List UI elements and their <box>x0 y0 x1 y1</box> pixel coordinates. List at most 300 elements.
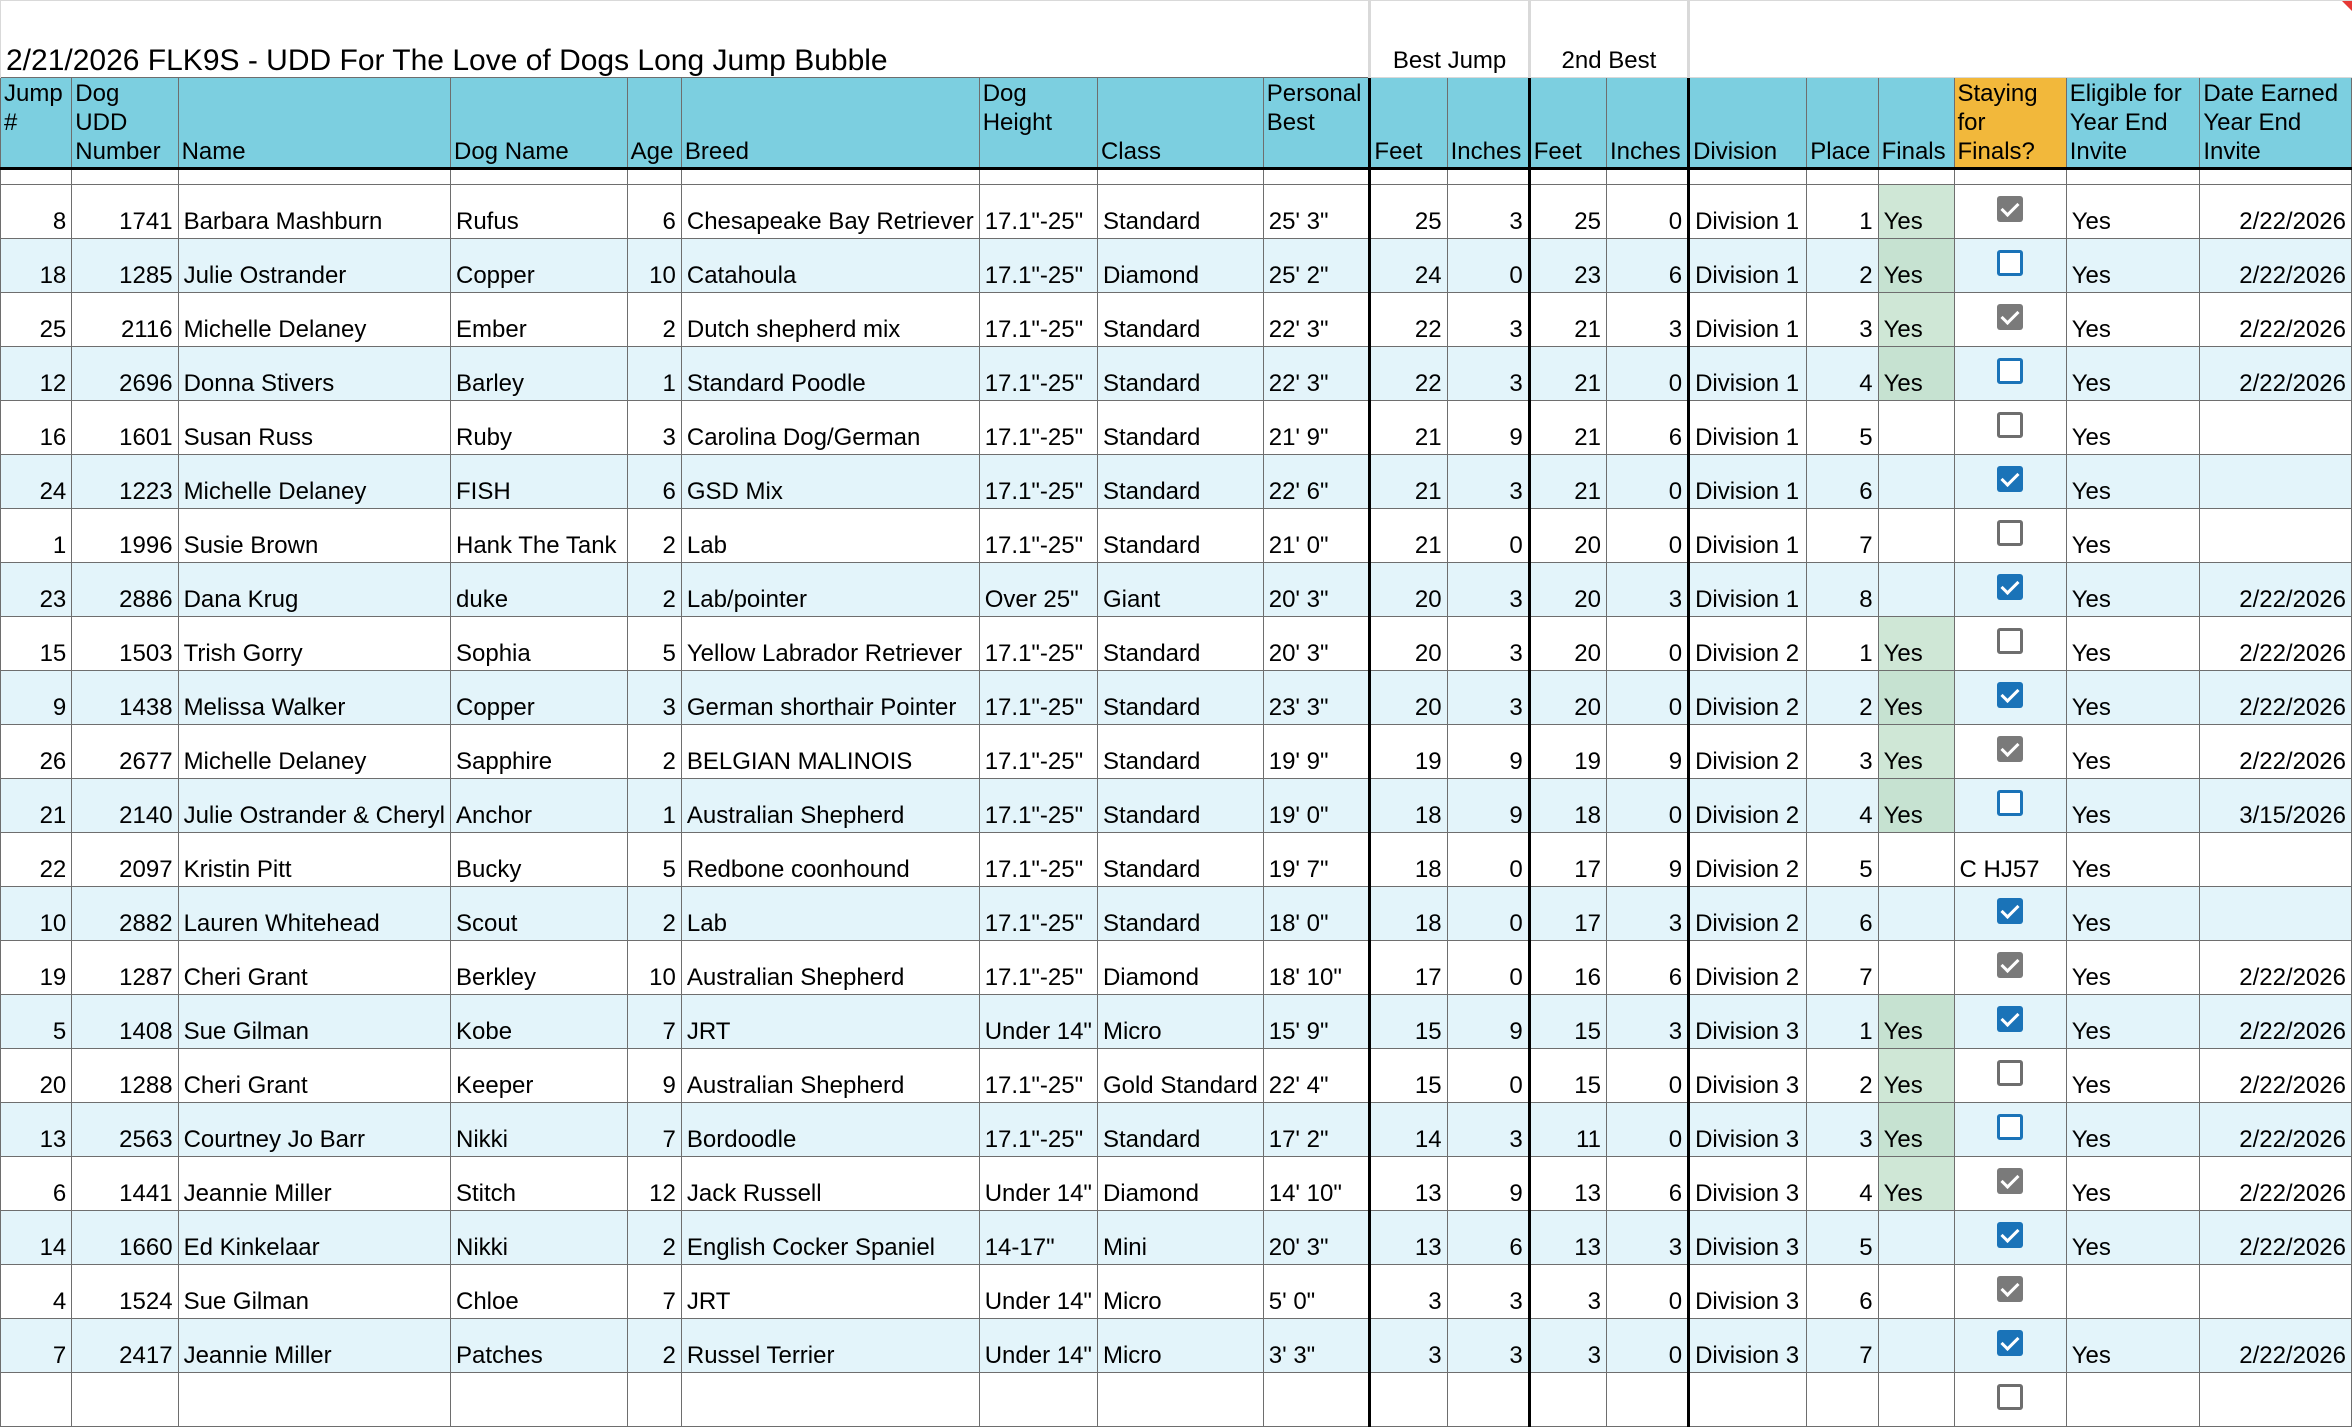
dog-name-cell[interactable]: Chloe <box>451 1265 628 1319</box>
second-inches-cell[interactable]: 0 <box>1606 1103 1688 1157</box>
second-feet-cell[interactable]: 20 <box>1529 563 1606 617</box>
header-best-feet[interactable]: Feet <box>1370 78 1447 169</box>
best-feet-cell[interactable]: 14 <box>1370 1103 1447 1157</box>
date-earned-cell[interactable] <box>2200 455 2352 509</box>
eligible-cell[interactable] <box>2066 1265 2200 1319</box>
dog-height-cell[interactable]: 17.1"-25" <box>979 1103 1097 1157</box>
handler-name-cell[interactable]: Jeannie Miller <box>178 1157 450 1211</box>
eligible-cell[interactable]: Yes <box>2066 995 2200 1049</box>
personal-best-cell[interactable]: 14' 10" <box>1263 1157 1370 1211</box>
second-inches-cell[interactable]: 0 <box>1606 617 1688 671</box>
dog-height-cell[interactable]: 17.1"-25" <box>979 185 1097 239</box>
place-cell[interactable]: 7 <box>1807 941 1878 995</box>
age-cell[interactable]: 5 <box>627 833 681 887</box>
empty-cell[interactable] <box>1370 1373 1447 1427</box>
jump-number-cell[interactable]: 5 <box>1 995 72 1049</box>
class-cell[interactable]: Standard <box>1097 1103 1263 1157</box>
personal-best-cell[interactable]: 18' 10" <box>1263 941 1370 995</box>
spacer-cell[interactable] <box>1370 169 1447 185</box>
age-cell[interactable]: 2 <box>627 887 681 941</box>
best-inches-cell[interactable]: 3 <box>1447 1103 1529 1157</box>
staying-checkbox[interactable] <box>1997 682 2023 708</box>
breed-cell[interactable]: BELGIAN MALINOIS <box>681 725 979 779</box>
place-cell[interactable]: 7 <box>1807 509 1878 563</box>
handler-name-cell[interactable]: Susan Russ <box>178 401 450 455</box>
breed-cell[interactable]: Russel Terrier <box>681 1319 979 1373</box>
udd-number-cell[interactable]: 1601 <box>72 401 178 455</box>
second-inches-cell[interactable]: 9 <box>1606 725 1688 779</box>
second-feet-cell[interactable]: 13 <box>1529 1211 1606 1265</box>
eligible-cell[interactable]: Yes <box>2066 1157 2200 1211</box>
age-cell[interactable]: 2 <box>627 1211 681 1265</box>
division-cell[interactable]: Division 3 <box>1689 1211 1807 1265</box>
second-inches-cell[interactable]: 9 <box>1606 833 1688 887</box>
second-feet-cell[interactable]: 20 <box>1529 617 1606 671</box>
staying-cell[interactable] <box>1954 995 2066 1049</box>
dog-height-cell[interactable]: 17.1"-25" <box>979 347 1097 401</box>
second-feet-cell[interactable]: 11 <box>1529 1103 1606 1157</box>
date-earned-cell[interactable]: 2/22/2026 <box>2200 995 2352 1049</box>
sheet-title[interactable]: 2/21/2026 FLK9S - UDD For The Love of Dogs Long Jump Bubble <box>1 1 1370 78</box>
staying-checkbox[interactable] <box>1997 358 2023 384</box>
date-earned-cell[interactable]: 2/22/2026 <box>2200 1157 2352 1211</box>
place-cell[interactable]: 8 <box>1807 563 1878 617</box>
dog-height-cell[interactable]: 17.1"-25" <box>979 725 1097 779</box>
dog-height-cell[interactable]: 17.1"-25" <box>979 617 1097 671</box>
spacer-cell[interactable] <box>2200 169 2352 185</box>
empty-cell[interactable] <box>979 1373 1097 1427</box>
handler-name-cell[interactable]: Susie Brown <box>178 509 450 563</box>
dog-name-cell[interactable]: Kobe <box>451 995 628 1049</box>
staying-checkbox[interactable] <box>1997 1168 2023 1194</box>
jump-number-cell[interactable]: 22 <box>1 833 72 887</box>
best-feet-cell[interactable]: 13 <box>1370 1211 1447 1265</box>
handler-name-cell[interactable]: Kristin Pitt <box>178 833 450 887</box>
second-feet-cell[interactable]: 17 <box>1529 833 1606 887</box>
date-earned-cell[interactable]: 2/22/2026 <box>2200 941 2352 995</box>
eligible-cell[interactable]: Yes <box>2066 941 2200 995</box>
udd-number-cell[interactable]: 2140 <box>72 779 178 833</box>
personal-best-cell[interactable]: 3' 3" <box>1263 1319 1370 1373</box>
staying-cell[interactable] <box>1954 1319 2066 1373</box>
breed-cell[interactable]: Chesapeake Bay Retriever <box>681 185 979 239</box>
handler-name-cell[interactable]: Ed Kinkelaar <box>178 1211 450 1265</box>
dog-name-cell[interactable]: Rufus <box>451 185 628 239</box>
age-cell[interactable]: 2 <box>627 293 681 347</box>
staying-checkbox[interactable] <box>1997 196 2023 222</box>
date-earned-cell[interactable]: 2/22/2026 <box>2200 185 2352 239</box>
personal-best-cell[interactable]: 20' 3" <box>1263 563 1370 617</box>
handler-name-cell[interactable]: Jeannie Miller <box>178 1319 450 1373</box>
breed-cell[interactable]: Australian Shepherd <box>681 779 979 833</box>
breed-cell[interactable]: Yellow Labrador Retriever <box>681 617 979 671</box>
staying-cell[interactable] <box>1954 293 2066 347</box>
breed-cell[interactable]: English Cocker Spaniel <box>681 1211 979 1265</box>
place-cell[interactable]: 2 <box>1807 671 1878 725</box>
second-inches-cell[interactable]: 0 <box>1606 671 1688 725</box>
finals-cell[interactable]: Yes <box>1878 185 1954 239</box>
personal-best-cell[interactable]: 22' 3" <box>1263 347 1370 401</box>
personal-best-cell[interactable]: 19' 0" <box>1263 779 1370 833</box>
dog-height-cell[interactable]: Over 25" <box>979 563 1097 617</box>
division-cell[interactable]: Division 3 <box>1689 1103 1807 1157</box>
header-dog-udd-number[interactable]: Dog UDD Number <box>72 78 178 169</box>
second-inches-cell[interactable]: 0 <box>1606 779 1688 833</box>
best-feet-cell[interactable]: 25 <box>1370 185 1447 239</box>
udd-number-cell[interactable]: 1408 <box>72 995 178 1049</box>
dog-name-cell[interactable]: Scout <box>451 887 628 941</box>
personal-best-cell[interactable]: 19' 7" <box>1263 833 1370 887</box>
header-dog-height[interactable]: Dog Height <box>979 78 1097 169</box>
finals-cell[interactable]: Yes <box>1878 1157 1954 1211</box>
staying-checkbox[interactable] <box>1997 736 2023 762</box>
age-cell[interactable]: 3 <box>627 671 681 725</box>
division-cell[interactable]: Division 3 <box>1689 995 1807 1049</box>
division-cell[interactable]: Division 3 <box>1689 1319 1807 1373</box>
second-feet-cell[interactable]: 21 <box>1529 455 1606 509</box>
jump-number-cell[interactable]: 16 <box>1 401 72 455</box>
handler-name-cell[interactable]: Michelle Delaney <box>178 293 450 347</box>
staying-cell[interactable] <box>1954 1103 2066 1157</box>
finals-cell[interactable] <box>1878 509 1954 563</box>
age-cell[interactable]: 2 <box>627 563 681 617</box>
udd-number-cell[interactable]: 2696 <box>72 347 178 401</box>
staying-checkbox[interactable] <box>1997 304 2023 330</box>
header-second-feet[interactable]: Feet <box>1529 78 1606 169</box>
udd-number-cell[interactable]: 1438 <box>72 671 178 725</box>
second-feet-cell[interactable]: 3 <box>1529 1319 1606 1373</box>
place-cell[interactable]: 4 <box>1807 779 1878 833</box>
place-cell[interactable]: 5 <box>1807 401 1878 455</box>
place-cell[interactable]: 3 <box>1807 293 1878 347</box>
best-inches-cell[interactable]: 3 <box>1447 671 1529 725</box>
division-cell[interactable]: Division 3 <box>1689 1265 1807 1319</box>
dog-height-cell[interactable]: 17.1"-25" <box>979 941 1097 995</box>
division-cell[interactable]: Division 1 <box>1689 185 1807 239</box>
header-personal-best[interactable]: Personal Best <box>1263 78 1370 169</box>
second-feet-cell[interactable]: 21 <box>1529 401 1606 455</box>
best-inches-cell[interactable]: 3 <box>1447 293 1529 347</box>
personal-best-cell[interactable]: 22' 6" <box>1263 455 1370 509</box>
personal-best-cell[interactable]: 22' 4" <box>1263 1049 1370 1103</box>
dog-name-cell[interactable]: Sophia <box>451 617 628 671</box>
dog-name-cell[interactable]: Hank The Tank <box>451 509 628 563</box>
second-feet-cell[interactable]: 18 <box>1529 779 1606 833</box>
jump-number-cell[interactable]: 8 <box>1 185 72 239</box>
dog-height-cell[interactable]: 17.1"-25" <box>979 671 1097 725</box>
division-cell[interactable]: Division 3 <box>1689 1049 1807 1103</box>
division-cell[interactable]: Division 2 <box>1689 617 1807 671</box>
eligible-cell[interactable]: Yes <box>2066 1319 2200 1373</box>
breed-cell[interactable]: Bordoodle <box>681 1103 979 1157</box>
udd-number-cell[interactable]: 2116 <box>72 293 178 347</box>
age-cell[interactable]: 7 <box>627 1103 681 1157</box>
second-feet-cell[interactable]: 20 <box>1529 509 1606 563</box>
empty-cell[interactable] <box>178 1373 450 1427</box>
place-cell[interactable]: 2 <box>1807 239 1878 293</box>
second-best-label[interactable]: 2nd Best <box>1529 1 1688 78</box>
header-staying-for-finals[interactable]: Staying for Finals? <box>1954 78 2066 169</box>
best-feet-cell[interactable]: 18 <box>1370 833 1447 887</box>
eligible-cell[interactable]: Yes <box>2066 455 2200 509</box>
jump-number-cell[interactable]: 18 <box>1 239 72 293</box>
finals-cell[interactable] <box>1878 887 1954 941</box>
eligible-cell[interactable]: Yes <box>2066 563 2200 617</box>
class-cell[interactable]: Standard <box>1097 779 1263 833</box>
staying-cell[interactable] <box>1954 455 2066 509</box>
second-inches-cell[interactable]: 3 <box>1606 995 1688 1049</box>
second-inches-cell[interactable]: 6 <box>1606 941 1688 995</box>
spacer-cell[interactable] <box>979 169 1097 185</box>
spacer-cell[interactable] <box>1606 169 1688 185</box>
division-cell[interactable]: Division 2 <box>1689 671 1807 725</box>
date-earned-cell[interactable]: 2/22/2026 <box>2200 617 2352 671</box>
staying-cell[interactable] <box>1954 347 2066 401</box>
second-feet-cell[interactable]: 15 <box>1529 1049 1606 1103</box>
division-cell[interactable]: Division 1 <box>1689 455 1807 509</box>
dog-name-cell[interactable]: Stitch <box>451 1157 628 1211</box>
best-inches-cell[interactable]: 3 <box>1447 347 1529 401</box>
dog-height-cell[interactable]: 17.1"-25" <box>979 401 1097 455</box>
division-cell[interactable]: Division 2 <box>1689 941 1807 995</box>
date-earned-cell[interactable]: 2/22/2026 <box>2200 1103 2352 1157</box>
dog-name-cell[interactable]: Copper <box>451 239 628 293</box>
spacer-cell[interactable] <box>1529 169 1606 185</box>
second-inches-cell[interactable]: 3 <box>1606 1211 1688 1265</box>
division-cell[interactable]: Division 1 <box>1689 401 1807 455</box>
eligible-cell[interactable]: Yes <box>2066 347 2200 401</box>
best-feet-cell[interactable]: 13 <box>1370 1157 1447 1211</box>
staying-cell[interactable] <box>1954 239 2066 293</box>
division-cell[interactable]: Division 1 <box>1689 293 1807 347</box>
empty-cell[interactable] <box>1529 1373 1606 1427</box>
second-feet-cell[interactable]: 23 <box>1529 239 1606 293</box>
personal-best-cell[interactable]: 15' 9" <box>1263 995 1370 1049</box>
date-earned-cell[interactable]: 2/22/2026 <box>2200 725 2352 779</box>
finals-cell[interactable]: Yes <box>1878 779 1954 833</box>
second-inches-cell[interactable]: 6 <box>1606 1157 1688 1211</box>
empty-cell[interactable] <box>1606 1373 1688 1427</box>
empty-cell[interactable] <box>681 1373 979 1427</box>
best-feet-cell[interactable]: 21 <box>1370 509 1447 563</box>
header-place[interactable]: Place <box>1807 78 1878 169</box>
class-cell[interactable]: Standard <box>1097 671 1263 725</box>
second-feet-cell[interactable]: 19 <box>1529 725 1606 779</box>
date-earned-cell[interactable]: 2/22/2026 <box>2200 347 2352 401</box>
jump-number-cell[interactable]: 25 <box>1 293 72 347</box>
best-inches-cell[interactable]: 9 <box>1447 1157 1529 1211</box>
handler-name-cell[interactable]: Julie Ostrander <box>178 239 450 293</box>
best-feet-cell[interactable]: 21 <box>1370 401 1447 455</box>
staying-cell[interactable] <box>1954 185 2066 239</box>
udd-number-cell[interactable]: 2882 <box>72 887 178 941</box>
date-earned-cell[interactable] <box>2200 1265 2352 1319</box>
header-eligible-year-end[interactable]: Eligible for Year End Invite <box>2066 78 2200 169</box>
best-inches-cell[interactable]: 0 <box>1447 887 1529 941</box>
dog-name-cell[interactable]: Patches <box>451 1319 628 1373</box>
best-feet-cell[interactable]: 20 <box>1370 617 1447 671</box>
handler-name-cell[interactable]: Donna Stivers <box>178 347 450 401</box>
dog-height-cell[interactable]: 17.1"-25" <box>979 833 1097 887</box>
personal-best-cell[interactable]: 19' 9" <box>1263 725 1370 779</box>
second-inches-cell[interactable]: 3 <box>1606 563 1688 617</box>
class-cell[interactable]: Diamond <box>1097 239 1263 293</box>
udd-number-cell[interactable]: 2417 <box>72 1319 178 1373</box>
place-cell[interactable]: 4 <box>1807 347 1878 401</box>
empty-cell[interactable] <box>1689 1373 1807 1427</box>
staying-cell[interactable] <box>1954 779 2066 833</box>
date-earned-cell[interactable]: 2/22/2026 <box>2200 1049 2352 1103</box>
eligible-cell[interactable]: Yes <box>2066 1211 2200 1265</box>
age-cell[interactable]: 10 <box>627 941 681 995</box>
best-inches-cell[interactable]: 0 <box>1447 833 1529 887</box>
handler-name-cell[interactable]: Michelle Delaney <box>178 725 450 779</box>
breed-cell[interactable]: Lab <box>681 509 979 563</box>
eligible-cell[interactable]: Yes <box>2066 1049 2200 1103</box>
jump-number-cell[interactable]: 12 <box>1 347 72 401</box>
breed-cell[interactable]: GSD Mix <box>681 455 979 509</box>
class-cell[interactable]: Standard <box>1097 455 1263 509</box>
class-cell[interactable]: Micro <box>1097 1319 1263 1373</box>
second-inches-cell[interactable]: 0 <box>1606 455 1688 509</box>
handler-name-cell[interactable]: Courtney Jo Barr <box>178 1103 450 1157</box>
dog-height-cell[interactable]: Under 14" <box>979 1157 1097 1211</box>
date-earned-cell[interactable] <box>2200 509 2352 563</box>
age-cell[interactable]: 1 <box>627 347 681 401</box>
breed-cell[interactable]: German shorthair Pointer <box>681 671 979 725</box>
age-cell[interactable]: 3 <box>627 401 681 455</box>
empty-cell[interactable] <box>1097 1373 1263 1427</box>
finals-cell[interactable]: Yes <box>1878 995 1954 1049</box>
second-inches-cell[interactable]: 6 <box>1606 401 1688 455</box>
age-cell[interactable]: 10 <box>627 239 681 293</box>
date-earned-cell[interactable] <box>2200 401 2352 455</box>
date-earned-cell[interactable] <box>2200 833 2352 887</box>
division-cell[interactable]: Division 2 <box>1689 833 1807 887</box>
class-cell[interactable]: Diamond <box>1097 941 1263 995</box>
dog-name-cell[interactable]: Anchor <box>451 779 628 833</box>
staying-checkbox[interactable] <box>1997 520 2023 546</box>
age-cell[interactable]: 1 <box>627 779 681 833</box>
handler-name-cell[interactable]: Trish Gorry <box>178 617 450 671</box>
class-cell[interactable]: Standard <box>1097 833 1263 887</box>
dog-name-cell[interactable]: Nikki <box>451 1211 628 1265</box>
spacer-cell[interactable] <box>1954 169 2066 185</box>
best-feet-cell[interactable]: 20 <box>1370 671 1447 725</box>
empty-cell[interactable] <box>1263 1373 1370 1427</box>
best-feet-cell[interactable]: 20 <box>1370 563 1447 617</box>
udd-number-cell[interactable]: 1524 <box>72 1265 178 1319</box>
staying-cell[interactable] <box>1954 1211 2066 1265</box>
staying-checkbox[interactable] <box>1997 1222 2023 1248</box>
handler-name-cell[interactable]: Dana Krug <box>178 563 450 617</box>
place-cell[interactable]: 1 <box>1807 617 1878 671</box>
place-cell[interactable]: 2 <box>1807 1049 1878 1103</box>
staying-cell[interactable] <box>1954 671 2066 725</box>
jump-number-cell[interactable]: 7 <box>1 1319 72 1373</box>
staying-cell[interactable] <box>1954 401 2066 455</box>
udd-number-cell[interactable]: 2563 <box>72 1103 178 1157</box>
handler-name-cell[interactable]: Sue Gilman <box>178 1265 450 1319</box>
place-cell[interactable]: 5 <box>1807 1211 1878 1265</box>
staying-cell[interactable] <box>1954 563 2066 617</box>
place-cell[interactable]: 7 <box>1807 1319 1878 1373</box>
division-cell[interactable]: Division 1 <box>1689 509 1807 563</box>
breed-cell[interactable]: JRT <box>681 1265 979 1319</box>
staying-cell[interactable] <box>1954 617 2066 671</box>
jump-number-cell[interactable]: 6 <box>1 1157 72 1211</box>
age-cell[interactable]: 6 <box>627 185 681 239</box>
finals-cell[interactable] <box>1878 1211 1954 1265</box>
finals-cell[interactable]: Yes <box>1878 671 1954 725</box>
best-feet-cell[interactable]: 19 <box>1370 725 1447 779</box>
staying-checkbox[interactable] <box>1997 1384 2023 1410</box>
breed-cell[interactable]: Lab/pointer <box>681 563 979 617</box>
date-earned-cell[interactable]: 3/15/2026 <box>2200 779 2352 833</box>
best-inches-cell[interactable]: 9 <box>1447 779 1529 833</box>
spacer-cell[interactable] <box>627 169 681 185</box>
finals-cell[interactable]: Yes <box>1878 239 1954 293</box>
spacer-cell[interactable] <box>1 169 72 185</box>
handler-name-cell[interactable]: Cheri Grant <box>178 1049 450 1103</box>
jump-number-cell[interactable]: 20 <box>1 1049 72 1103</box>
place-cell[interactable]: 6 <box>1807 455 1878 509</box>
finals-cell[interactable] <box>1878 1319 1954 1373</box>
best-feet-cell[interactable]: 24 <box>1370 239 1447 293</box>
jump-number-cell[interactable]: 1 <box>1 509 72 563</box>
staying-cell[interactable] <box>1954 509 2066 563</box>
finals-cell[interactable]: Yes <box>1878 1103 1954 1157</box>
place-cell[interactable]: 6 <box>1807 1265 1878 1319</box>
dog-height-cell[interactable]: 17.1"-25" <box>979 1049 1097 1103</box>
division-cell[interactable]: Division 1 <box>1689 239 1807 293</box>
personal-best-cell[interactable]: 22' 3" <box>1263 293 1370 347</box>
jump-number-cell[interactable]: 13 <box>1 1103 72 1157</box>
best-feet-cell[interactable]: 17 <box>1370 941 1447 995</box>
staying-cell[interactable] <box>1954 1049 2066 1103</box>
dog-name-cell[interactable]: Bucky <box>451 833 628 887</box>
eligible-cell[interactable]: Yes <box>2066 617 2200 671</box>
second-feet-cell[interactable]: 21 <box>1529 347 1606 401</box>
spacer-cell[interactable] <box>178 169 450 185</box>
header-jump-no[interactable]: Jump # <box>1 78 72 169</box>
dog-name-cell[interactable]: FISH <box>451 455 628 509</box>
eligible-cell[interactable]: Yes <box>2066 185 2200 239</box>
best-feet-cell[interactable]: 3 <box>1370 1265 1447 1319</box>
date-earned-cell[interactable]: 2/22/2026 <box>2200 239 2352 293</box>
class-cell[interactable]: Standard <box>1097 401 1263 455</box>
breed-cell[interactable]: Dutch shepherd mix <box>681 293 979 347</box>
jump-number-cell[interactable]: 9 <box>1 671 72 725</box>
staying-cell[interactable] <box>1954 941 2066 995</box>
best-feet-cell[interactable]: 3 <box>1370 1319 1447 1373</box>
finals-cell[interactable] <box>1878 1265 1954 1319</box>
division-cell[interactable]: Division 3 <box>1689 1157 1807 1211</box>
dog-height-cell[interactable]: 17.1"-25" <box>979 887 1097 941</box>
empty-cell[interactable] <box>2066 1373 2200 1427</box>
age-cell[interactable]: 9 <box>627 1049 681 1103</box>
second-inches-cell[interactable]: 0 <box>1606 185 1688 239</box>
second-inches-cell[interactable]: 0 <box>1606 347 1688 401</box>
staying-checkbox[interactable] <box>1997 412 2023 438</box>
empty-cell[interactable] <box>2200 1373 2352 1427</box>
place-cell[interactable]: 3 <box>1807 725 1878 779</box>
class-cell[interactable]: Gold Standard <box>1097 1049 1263 1103</box>
date-earned-cell[interactable] <box>2200 887 2352 941</box>
dog-name-cell[interactable]: Ruby <box>451 401 628 455</box>
best-feet-cell[interactable]: 15 <box>1370 1049 1447 1103</box>
jump-number-cell[interactable]: 24 <box>1 455 72 509</box>
